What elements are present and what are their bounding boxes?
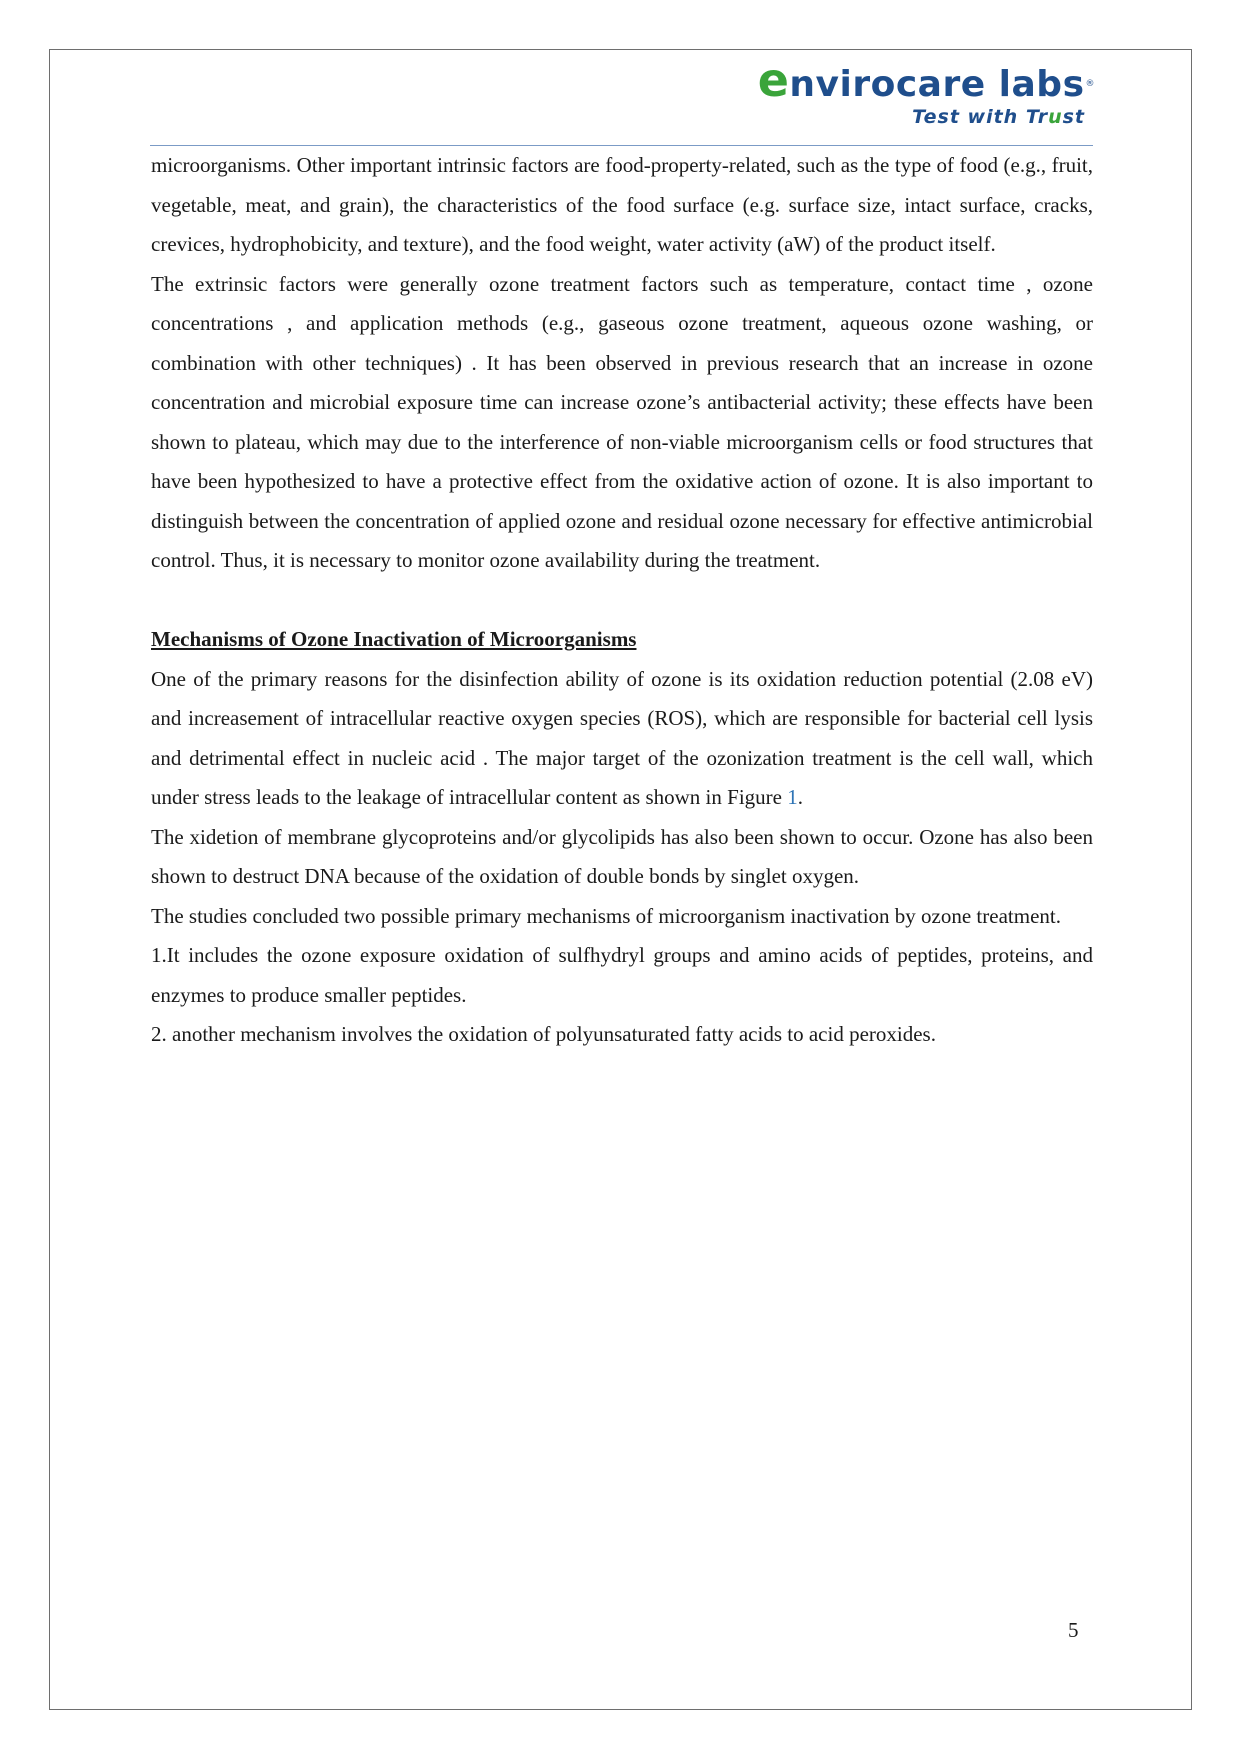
logo-wordmark bbox=[757, 53, 1095, 107]
paragraph-mechanism-intro: One of the primary reasons for the disinfection ability of ozone is its oxidation reduction potential (2.08 eV) and increasement of intracellular reactive oxygen species (ROS), which are responsible for bacterial cell lysis and detrimental effect in nucleic acid . The major target of the ozonization treatment is the cell wall, which under stress leads to the leakage of intracellular content as shown in Figure 1. bbox=[151, 666, 1093, 809]
paragraph-intrinsic-factors: microorganisms. Other important intrinsic factors are food-property-related, such as the type of food (e.g., fruit, vegetable, meat, and grain), the characteristics of the food surface (e.g. surface size, intact surface, cracks, crevices, hydrophobicity, and texture), and the food weight, water activity (aW) of the product itself. bbox=[151, 153, 1093, 256]
blank-line bbox=[151, 581, 1093, 621]
logo-letter-e: e bbox=[757, 53, 790, 107]
company-logo bbox=[757, 53, 1095, 128]
list-item-mechanism-1: 1.It includes the ozone exposure oxidation of sulfhydryl groups and amino acids of peptides, proteins, and enzymes to produce smaller peptides. bbox=[151, 943, 1093, 1007]
logo-tagline: Test with Trust bbox=[912, 106, 1085, 128]
paragraph-studies: The studies concluded two possible primary mechanisms of microorganism inactivation by ozone treatment. bbox=[151, 903, 1061, 928]
page-number: 5 bbox=[1068, 1618, 1079, 1642]
paragraph-extrinsic-factors: The extrinsic factors were generally ozone treatment factors such as temperature, contact time , ozone concentrations , and application methods (e.g., gaseous ozone treatment, aqueous ozone washing, or combination with other techniques) . It has been observed in previous research that an increase in ozone concentration and microbial exposure time can increase ozone’s antibacterial activity; these effects have been shown to plateau, which may due to the interference of non-viable microorganism cells or food structures that have been hypothesized to have a protective effect from the oxidative action of ozone. It is also important to distinguish between the concentration of applied ozone and residual ozone necessary for effective antimicrobial control. Thus, it is necessary to monitor ozone availability during the treatment. bbox=[151, 271, 1093, 572]
section-heading: Mechanisms of Ozone Inactivation of Microorganisms bbox=[151, 627, 637, 651]
document-body bbox=[151, 146, 1093, 1055]
section-heading-paragraph bbox=[151, 620, 1093, 660]
figure-reference-link[interactable]: 1 bbox=[787, 785, 798, 809]
paragraph-oxidation: The xidetion of membrane glycoproteins and/or glycolipids has also been shown to occur. Ozone has also been shown to destruct DNA because of the oxidation of double bonds by singlet oxygen. bbox=[151, 824, 1093, 888]
registered-mark: ® bbox=[1085, 79, 1095, 89]
list-item-mechanism-2: 2. another mechanism involves the oxidation of polyunsaturated fatty acids to acid peroxides. bbox=[151, 1022, 936, 1046]
logo-name: nvirocare labs bbox=[789, 64, 1085, 105]
